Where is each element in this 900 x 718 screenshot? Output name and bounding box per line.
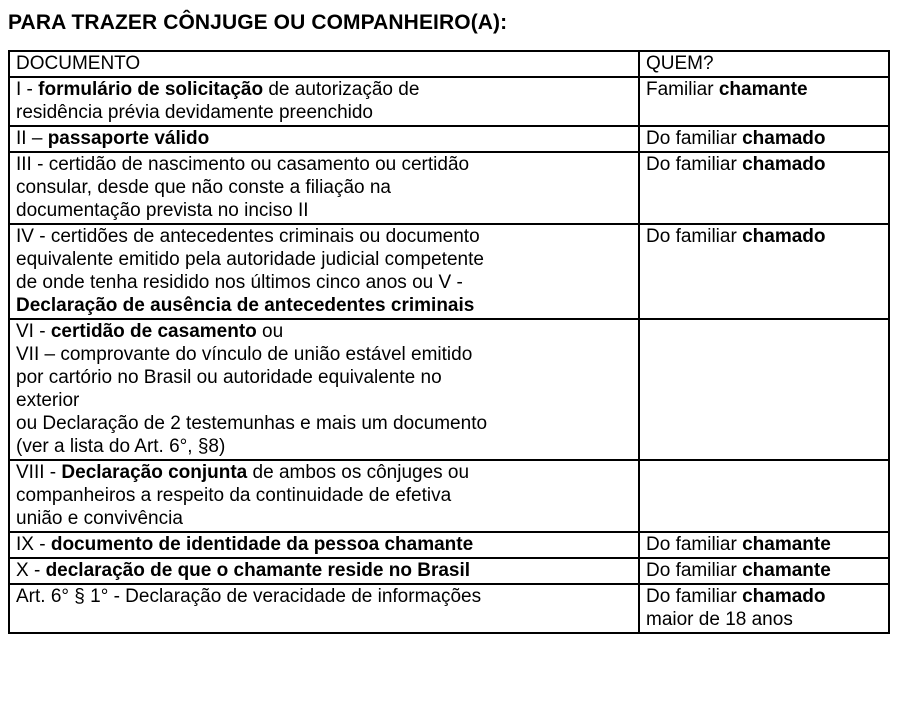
text-segment: VII – comprovante do vínculo de união estável emitido (16, 344, 473, 365)
who-cell (639, 558, 889, 584)
who-cell (639, 584, 889, 633)
cell-line (16, 412, 634, 435)
who-cell (639, 532, 889, 558)
text-segment: Do familiar (646, 560, 743, 581)
text-segment: Do familiar (646, 586, 743, 607)
cell-line (16, 127, 634, 150)
cell-line (646, 608, 884, 631)
cell-line (16, 366, 634, 389)
text-segment: documentação prevista no inciso II (16, 200, 309, 221)
bold-text: formulário de solicitação (38, 79, 264, 100)
bold-text: chamado (742, 128, 826, 149)
document-cell (9, 532, 639, 558)
table-row (9, 224, 889, 319)
text-segment: Do familiar (646, 534, 743, 555)
bold-text: declaração de que o chamante reside no Brasil (45, 560, 471, 581)
who-cell (639, 152, 889, 224)
bold-text: chamado (742, 154, 826, 175)
cell-line (16, 484, 634, 507)
cell-line (16, 248, 634, 271)
document-cell (9, 319, 639, 460)
documents-table (8, 50, 890, 634)
bold-text: chamante (742, 534, 831, 555)
document-cell (9, 584, 639, 633)
header-who: QUEM? (639, 51, 889, 77)
cell-line (646, 585, 884, 608)
text-segment: II – (16, 128, 48, 149)
bold-text: chamado (742, 226, 826, 247)
table-row (9, 532, 889, 558)
cell-line (646, 225, 884, 248)
table-row (9, 584, 889, 633)
table-row (9, 460, 889, 532)
text-segment: de autorização de (263, 79, 420, 100)
document-cell (9, 224, 639, 319)
table-row (9, 126, 889, 152)
document-cell (9, 460, 639, 532)
text-segment: IV - certidões de antecedentes criminais ou documento (16, 226, 480, 247)
text-segment: X - (16, 560, 46, 581)
bold-text: documento de identidade da pessoa chamante (50, 534, 474, 555)
cell-line (646, 127, 884, 150)
text-segment: companheiros a respeito da continuidade de efetiva (16, 485, 452, 506)
text-segment: Do familiar (646, 154, 743, 175)
text-segment: ou (256, 321, 284, 342)
bold-text: passaporte válido (47, 128, 210, 149)
document-cell (9, 558, 639, 584)
cell-line (16, 507, 634, 530)
cell-line (16, 199, 634, 222)
text-segment: de onde tenha residido nos últimos cinco anos ou V - (16, 272, 463, 293)
text-segment: residência prévia devidamente preenchido (16, 102, 374, 123)
cell-line (16, 320, 634, 343)
who-cell (639, 77, 889, 126)
cell-line (16, 389, 634, 412)
text-segment: I - (16, 79, 39, 100)
cell-line (16, 435, 634, 458)
text-segment: VIII - (16, 462, 62, 483)
text-segment: de ambos os cônjuges ou (247, 462, 470, 483)
who-cell (639, 126, 889, 152)
text-segment: VI - (16, 321, 51, 342)
cell-line (646, 533, 884, 556)
bold-text: chamante (718, 79, 808, 100)
text-segment: exterior (16, 390, 80, 411)
document-cell (9, 77, 639, 126)
table-row (9, 77, 889, 126)
text-segment: IX - (16, 534, 51, 555)
text-segment: III - certidão de nascimento ou casamento ou certidão (16, 154, 470, 175)
cell-line (16, 176, 634, 199)
text-segment: consular, desde que não conste a filiação na (16, 177, 391, 198)
cell-line (646, 153, 884, 176)
cell-line (16, 533, 634, 556)
cell-line (16, 101, 634, 124)
text-segment: maior de 18 anos (646, 609, 793, 630)
who-cell (639, 224, 889, 319)
table-row (9, 319, 889, 460)
cell-line (16, 559, 634, 582)
text-segment: (ver a lista do Art. 6°, §8) (16, 436, 226, 457)
header-document: DOCUMENTO (9, 51, 639, 77)
cell-line (16, 153, 634, 176)
text-segment: por cartório no Brasil ou autoridade equivalente no (16, 367, 442, 388)
text-segment: equivalente emitido pela autoridade judicial competente (16, 249, 484, 270)
bold-text: Declaração conjunta (61, 462, 248, 483)
text-segment: união e convivência (16, 508, 183, 529)
text-segment: ou Declaração de 2 testemunhas e mais um documento (16, 413, 488, 434)
table-body (9, 77, 889, 633)
cell-line (646, 559, 884, 582)
document-cell (9, 126, 639, 152)
document-cell (9, 152, 639, 224)
bold-text: chamante (742, 560, 831, 581)
cell-line (16, 294, 634, 317)
cell-line (16, 225, 634, 248)
bold-text: chamado (742, 586, 826, 607)
text-segment: Do familiar (646, 128, 743, 149)
text-segment: Art. 6° § 1° - Declaração de veracidade de informações (16, 586, 482, 607)
text-segment: Familiar (646, 79, 719, 100)
table-header-row (9, 51, 889, 77)
who-cell (639, 319, 889, 460)
cell-line (16, 585, 634, 608)
cell-line (646, 78, 884, 101)
table-row (9, 152, 889, 224)
text-segment: Do familiar (646, 226, 743, 247)
bold-text: certidão de casamento (50, 321, 257, 342)
cell-line (16, 461, 634, 484)
who-cell (639, 460, 889, 532)
table-row (9, 558, 889, 584)
bold-text: Declaração de ausência de antecedentes criminais (16, 295, 475, 316)
cell-line (16, 78, 634, 101)
page-heading: PARA TRAZER CÔNJUGE OU COMPANHEIRO(A): (8, 11, 508, 34)
cell-line (16, 343, 634, 366)
cell-line (16, 271, 634, 294)
